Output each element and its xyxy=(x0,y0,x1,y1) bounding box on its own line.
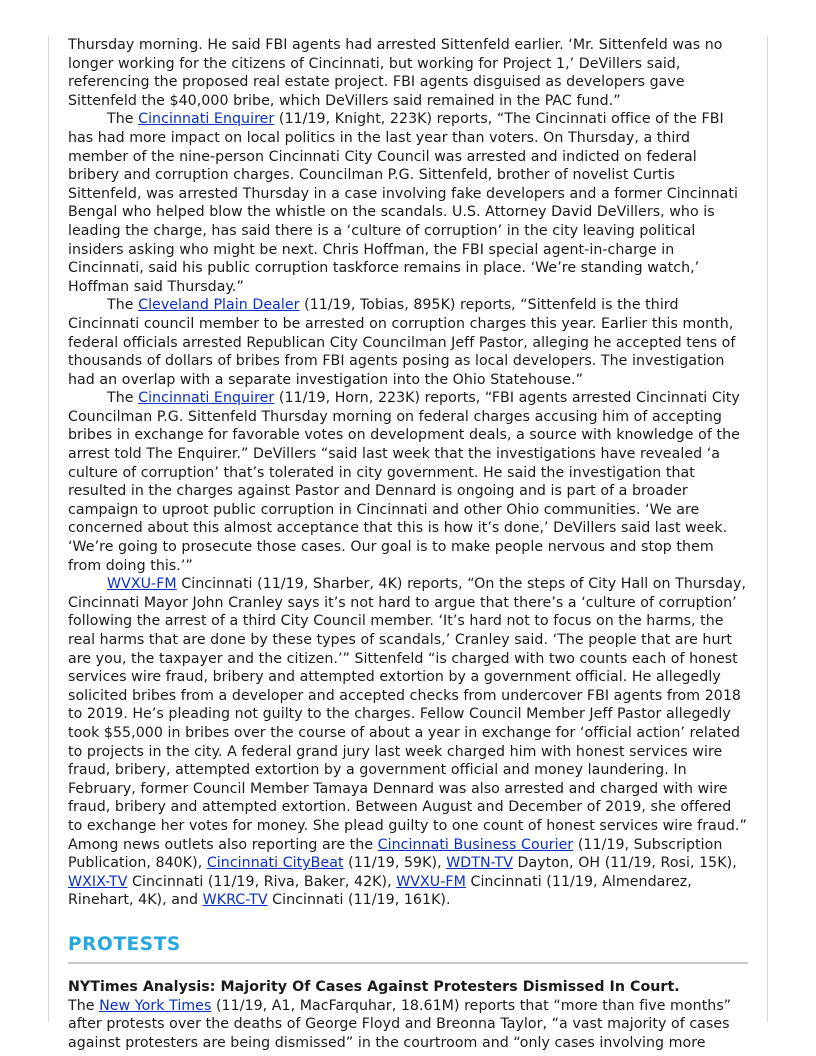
paragraph-text: (11/19, Knight, 223K) reports, “The Cincinnati office of the FBI has had more impact on local politics in the last year than voters. On Thursday, a third member of the nine-person Cincinnati City Council was arrested and indicted on federal bribery and corruption charges. Councilman P.G. Sittenfeld, brother of novelist Curtis Sittenfeld, was arrested Thursday in a case involving fake developers and a former Cincinnati Bengal who helped blow the whistle on the scandals. U.S. Attorney David DeVillers, who is leading the charge, has said there is a ‘culture of corruption’ in the city leaving political insiders asking who might be next. Chris Hoffman, the FBI special agent-in-charge in Cincinnati, said his public corruption taskforce remains in place. ‘We’re standing watch,’ Hoffman said Thursday.” xyxy=(68,111,739,295)
document-body xyxy=(68,36,748,1052)
paragraph-cincinnati-enquirer-knight xyxy=(68,110,748,296)
link-cincinnati-enquirer[interactable]: Cincinnati Enquirer xyxy=(138,111,275,128)
paragraph-text: (11/19, Horn, 223K) reports, “FBI agents arrested Cincinnati City Councilman P.G. Sittenfeld Thursday morning on federal charges accusing him of accepting bribes in exchange for favorable votes on development deals, a source with knowledge of the arrest told The Enquirer.” DeVillers “said last week that the investigations have revealed ‘a culture of corruption’ that’s tolerated in city government. He said the investigation that resulted in the charges against Pastor and Dennard is ongoing and is part of a broader campaign to uproot public corruption in Cincinnati and other Ohio communities. ‘We are concerned about this almost acceptance that this is how it’s done,’ DeVillers said last week. ‘We’re going to prosecute those cases. Our goal is to make people nervous and stop them from doing this.’” xyxy=(68,390,740,574)
left-margin-rule xyxy=(48,36,49,1022)
paragraph-text: Cincinnati (11/19, Sharber, 4K) reports, “On the steps of City Hall on Thursday, Cincinnati Mayor John Cranley says it’s not hard to argue that there’s a ‘culture of corruption’ following the arrest of a third City Council member. ‘It’s hard not to focus on the harms, the real harms that are done by these types of scandals,’ Cranley said. ‘The people that are hurt are you, the taxpayer and the citizen.’” Sittenfeld “is charged with two counts each of honest services wire fraud, bribery and attempted extortion by a government official. He allegedly solicited bribes from a developer and accepted checks from undercover FBI agents from 2018 to 2019. He’s pleading not guilty to the charges. Fellow Council Member Jeff Pastor allegedly took $55,000 in bribes over the course of about a year in exchange for ‘official action’ related to projects in the city. A federal grand jury last week charged him with honest services wire fraud, bribery, attempted extortion by a government official and money laundering. In February, former Council Member Tamaya Dennard was also arrested and charged with wire fraud, bribery and attempted extortion. Between August and December of 2019, she offered to exchange her votes for money. She plead guilty to one count of honest services wire fraud.” Among news outlets also reporting are the xyxy=(68,576,747,853)
article-paragraph xyxy=(68,997,748,1053)
link-cincinnati-business-courier[interactable]: Cincinnati Business Courier xyxy=(377,836,574,853)
paragraph-wvxu-fm xyxy=(68,575,748,910)
link-wvxu-fm-2[interactable]: WVXU-FM xyxy=(396,873,466,890)
link-cleveland-plain-dealer[interactable]: Cleveland Plain Dealer xyxy=(138,297,300,314)
link-new-york-times[interactable]: New York Times xyxy=(99,997,212,1014)
paragraph-text: Cincinnati (11/19, Almendarez, Rinehart, 4K), and xyxy=(68,873,692,909)
paragraph-text: (11/19, Tobias, 895K) reports, “Sittenfeld is the third Cincinnati council member to be arrested on corruption charges this year. Earlier this month, federal officials arrested Republican City Councilman Jeff Pastor, alleging he accepted tens of thousands of dollars of bribes from FBI agents posing as local developers. The investigation had an overlap with a separate investigation into the Ohio Statehouse.” xyxy=(68,297,736,388)
link-cincinnati-citybeat[interactable]: Cincinnati CityBeat xyxy=(206,855,344,872)
link-wkrc-tv[interactable]: WKRC-TV xyxy=(202,892,268,909)
link-cincinnati-enquirer[interactable]: Cincinnati Enquirer xyxy=(138,390,275,407)
link-wvxu-fm[interactable]: WVXU-FM xyxy=(107,576,177,593)
paragraph-text: (11/19, A1, MacFarquhar, 18.61M) reports that “more than five months” after protests over the deaths of George Floyd and Breonna Taylor, “a vast majority of cases against protesters are being dismissed” in the courtroom and “only cases involving more xyxy=(68,997,732,1051)
paragraph-text: Cincinnati (11/19, Riva, Baker, 42K), xyxy=(127,873,397,890)
paragraph-cincinnati-enquirer-horn xyxy=(68,389,748,575)
link-wxix-tv[interactable]: WXIX-TV xyxy=(68,873,128,890)
section-heading-protests: PROTESTS xyxy=(68,932,748,964)
right-margin-rule xyxy=(767,36,768,1022)
paragraph-cleveland-plain-dealer xyxy=(68,296,748,389)
article-headline: NYTimes Analysis: Majority Of Cases Against Protesters Dismissed In Court. xyxy=(68,978,680,995)
paragraph-prefix: The xyxy=(107,111,139,128)
paragraph-text: (11/19, Subscription Publication, 840K), xyxy=(68,836,723,872)
paragraph-text: (11/19, 59K), xyxy=(343,855,447,872)
paragraph-text: Dayton, OH (11/19, Rosi, 15K), xyxy=(512,855,737,872)
paragraph-prefix: The xyxy=(107,297,139,314)
link-wdtn-tv[interactable]: WDTN-TV xyxy=(446,855,513,872)
paragraph-prefix: The xyxy=(68,997,100,1014)
paragraph-text: Cincinnati (11/19, 161K). xyxy=(267,892,451,909)
paragraph-continuation: Thursday morning. He said FBI agents had arrested Sittenfeld earlier. ‘Mr. Sittenfeld was no longer working for the citizens of Cincinnati, but working for Project 1,’ DeVillers said, referencing the proposed real estate project. FBI agents disguised as developers gave Sittenfeld the $40,000 bribe, which DeVillers said remained in the PAC fund.” xyxy=(68,37,723,109)
paragraph-prefix: The xyxy=(107,390,139,407)
